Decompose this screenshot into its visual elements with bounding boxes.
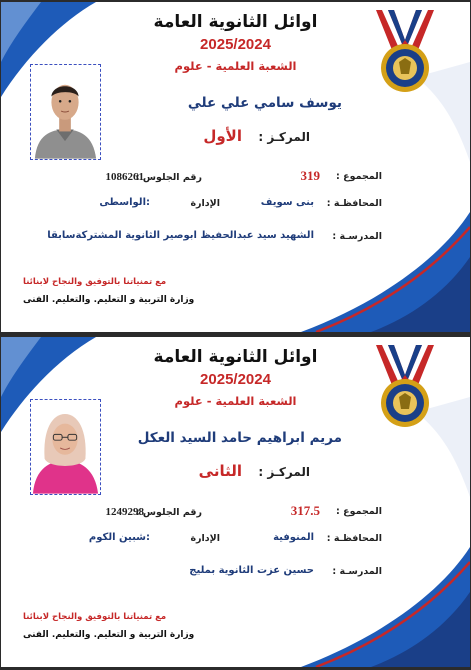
student-name: يوسف سامي علي علي bbox=[187, 95, 342, 111]
school-label: المدرسـة : bbox=[332, 566, 382, 577]
seat-number-value: 1249298 bbox=[105, 506, 144, 518]
male-student-photo bbox=[31, 65, 100, 159]
academic-year: 2025/2024 bbox=[200, 371, 271, 388]
seat-number-label: رقم الجلوس : bbox=[135, 172, 202, 183]
school-label: المدرسـة : bbox=[332, 231, 382, 242]
wish-text: مع تمنياتنا بالتوفيق والنجاح لابنائنا bbox=[23, 277, 167, 287]
ministry-medal-logo bbox=[368, 345, 442, 429]
wish-text: مع تمنياتنا بالتوفيق والنجاح لابنائنا bbox=[23, 612, 167, 622]
page-title: اوائل الثانوية العامة bbox=[153, 347, 318, 367]
rank-label: المركـز : bbox=[258, 130, 310, 144]
total-label: المجموع : bbox=[336, 171, 382, 182]
governorate-value: المنوفية bbox=[273, 532, 314, 543]
ministry-medal-logo bbox=[368, 10, 442, 94]
administration-label: الإدارة bbox=[190, 533, 220, 544]
administration-value: :الواسطى bbox=[99, 197, 150, 208]
governorate-label: المحافظـة : bbox=[326, 533, 382, 544]
administration-label: الإدارة bbox=[190, 198, 220, 209]
student-name: مريم ابراهيم حامد السيد العكل bbox=[137, 430, 342, 446]
ministry-text: وزارة التربية و التعليم. والتعليم. الفنى bbox=[23, 295, 195, 305]
rank-value: الأول bbox=[203, 127, 242, 145]
governorate-value: بنى سويف bbox=[260, 197, 314, 208]
page-title: اوائل الثانوية العامة bbox=[153, 12, 318, 32]
academic-year: 2025/2024 bbox=[200, 36, 271, 53]
student-photo bbox=[30, 64, 101, 160]
seat-number-value: 1086261 bbox=[105, 171, 144, 183]
ministry-text: وزارة التربية و التعليم. والتعليم. الفنى bbox=[23, 630, 195, 640]
seat-number-label: رقم الجلوس : bbox=[135, 507, 202, 518]
student-photo bbox=[30, 399, 101, 495]
female-student-photo bbox=[31, 400, 100, 494]
administration-value: :شبين الكوم bbox=[88, 532, 150, 543]
student-card-2 bbox=[1, 337, 470, 667]
student-card-1 bbox=[1, 2, 470, 332]
total-value: 317.5 bbox=[290, 503, 320, 518]
governorate-label: المحافظـة : bbox=[326, 198, 382, 209]
rank-label: المركـز : bbox=[258, 465, 310, 479]
branch-label: الشعبة العلمية - علوم bbox=[174, 394, 297, 408]
rank-value: الثانى bbox=[198, 462, 242, 480]
total-value: 319 bbox=[300, 168, 320, 183]
total-label: المجموع : bbox=[336, 506, 382, 517]
school-value: حسين عزت الثانوية بمليج bbox=[189, 565, 314, 576]
branch-label: الشعبة العلمية - علوم bbox=[174, 59, 297, 73]
school-value: الشهيد سيد عبدالحفيظ ابوصير الثانوية المشتركةسابقا bbox=[47, 230, 314, 241]
